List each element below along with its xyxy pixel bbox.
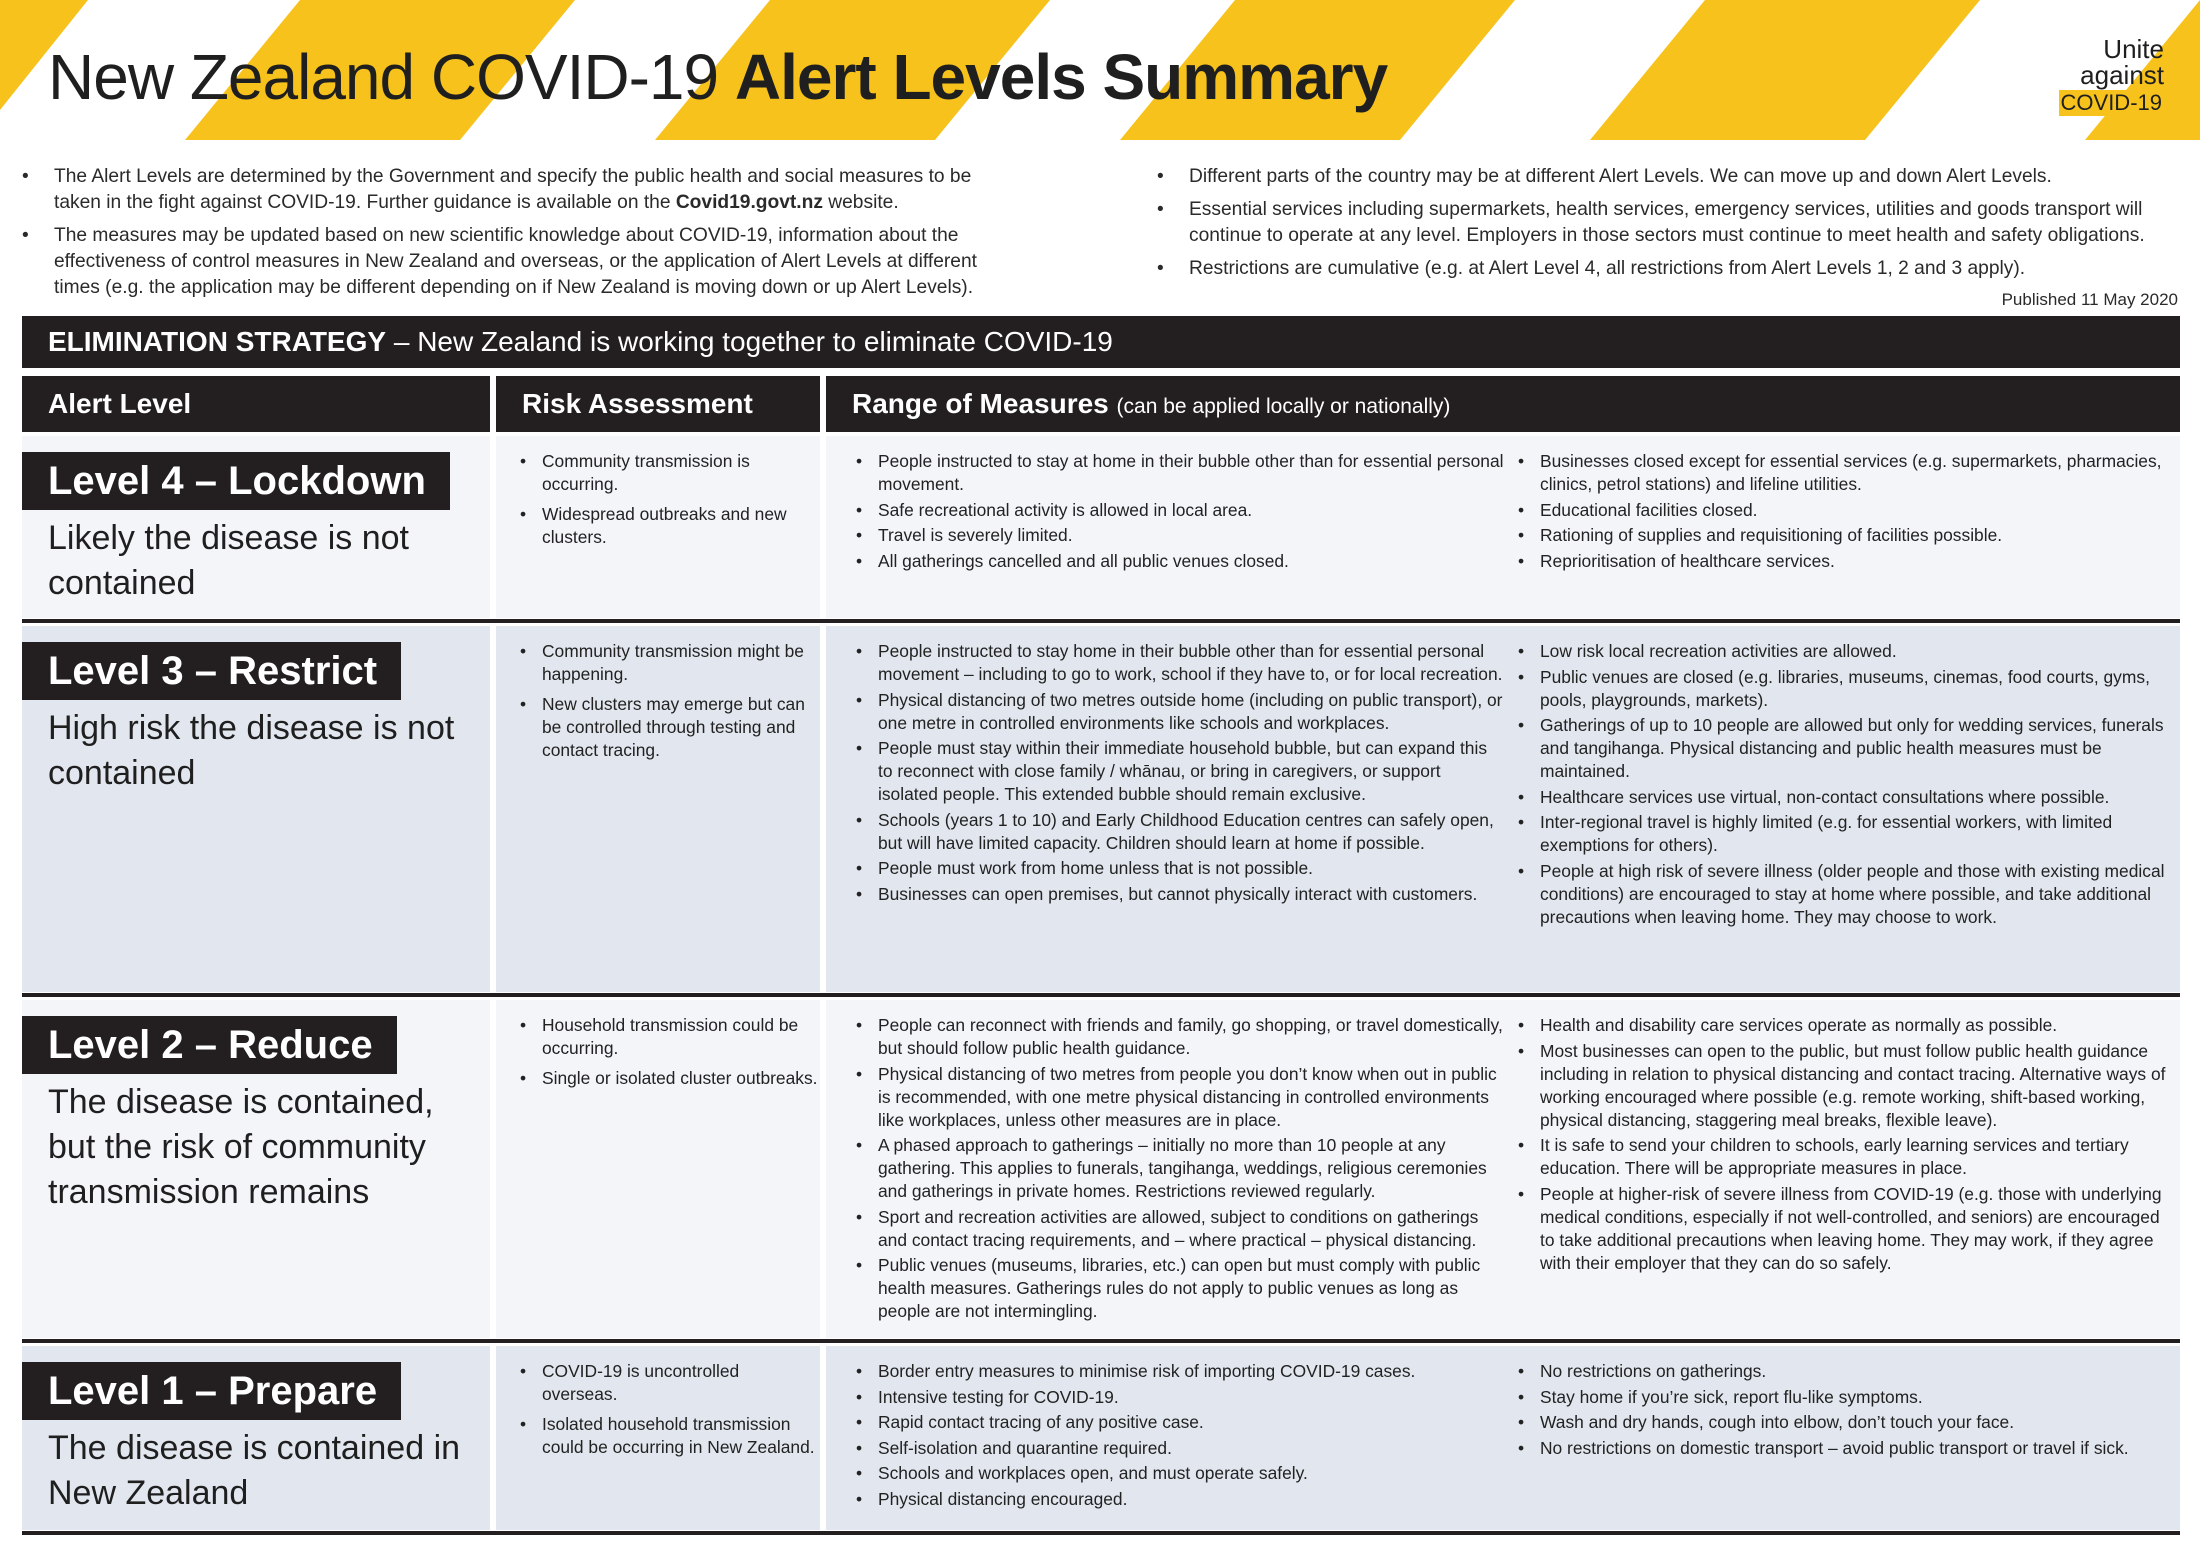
level-description: The disease is contained, but the risk of community transmission remains	[48, 1083, 434, 1211]
intro-right-item: • Essential services including supermarkets, health services, emergency services, utilities and goods transport will continue to operate at any level. Employers in those sectors must continue to meet health and safety obligations.	[1155, 197, 2185, 249]
list-item: • People instructed to stay at home in their bubble other than for essential personal movement.	[854, 450, 1504, 496]
list-item: • Travel is severely limited.	[854, 524, 1504, 547]
intro-left	[20, 164, 1020, 308]
strategy-bold: ELIMINATION STRATEGY	[48, 326, 387, 357]
list-item: • People can reconnect with friends and family, go shopping, or travel domestically, but should follow public health guidance.	[854, 1014, 1504, 1060]
level-title: Level 3 – Restrict	[22, 642, 401, 700]
strategy-banner	[22, 316, 2180, 368]
risk-list	[518, 1360, 818, 1466]
list-item: • People must stay within their immediate household bubble, but can expand this to reconnect with close family / whānau, or bring in caregivers, or support isolated people. This extended bubble should remain exclusive.	[854, 737, 1504, 806]
measures-list-2	[1516, 1360, 2176, 1462]
level-description: High risk the disease is not contained	[48, 709, 455, 792]
list-item: • Physical distancing encouraged.	[854, 1488, 1504, 1511]
list-item: • Sport and recreation activities are allowed, subject to conditions on gatherings and contact tracing requirements, and – where practical – physical distancing.	[854, 1206, 1504, 1252]
list-item: • Rationing of supplies and requisitioning of facilities possible.	[1516, 524, 2176, 547]
intro-right-item: • Different parts of the country may be at different Alert Levels. We can move up and down Alert Levels.	[1155, 164, 2185, 190]
intro-right	[1155, 164, 2185, 289]
list-item: • It is safe to send your children to schools, early learning services and tertiary education. There will be appropriate measures in place.	[1516, 1134, 2176, 1180]
list-item: • Public venues are closed (e.g. libraries, museums, cinemas, food courts, gyms, pools, playgrounds, markets).	[1516, 666, 2176, 712]
list-item: • Wash and dry hands, cough into elbow, don’t touch your face.	[1516, 1411, 2176, 1434]
list-item: • Physical distancing of two metres from people you don’t know when out in public is recommended, with one metre physical distancing in controlled environments like workplaces, unless other measures are in place.	[854, 1063, 1504, 1132]
list-item: • COVID-19 is uncontrolled overseas.	[518, 1360, 818, 1406]
intro-right-item: • Restrictions are cumulative (e.g. at Alert Level 4, all restrictions from Alert Levels 1, 2 and 3 apply).	[1155, 256, 2185, 282]
list-item: • Inter-regional travel is highly limited (e.g. for essential workers, with limited exemptions for others).	[1516, 811, 2176, 857]
level-title: Level 4 – Lockdown	[22, 452, 450, 510]
column-header-measures-note: (can be applied locally or nationally)	[1116, 395, 1451, 418]
list-item: • Businesses closed except for essential services (e.g. supermarkets, pharmacies, clinics, petrol stations) and lifeline utilities.	[1516, 450, 2176, 496]
list-item: • People must work from home unless that is not possible.	[854, 857, 1504, 880]
row-divider	[22, 619, 2180, 623]
list-item: • Gatherings of up to 10 people are allowed but only for wedding services, funerals and tangihanga. Physical distancing and public health measures must be maintained.	[1516, 714, 2176, 783]
level-title: Level 1 – Prepare	[22, 1362, 401, 1420]
list-item: • Single or isolated cluster outbreaks.	[518, 1067, 818, 1090]
level-description: The disease is contained in New Zealand	[48, 1429, 461, 1512]
level-title: Level 2 – Reduce	[22, 1016, 397, 1074]
list-item: • Physical distancing of two metres outside home (including on public transport), or one metre in controlled environments like schools and workplaces.	[854, 689, 1504, 735]
measures-list-1	[854, 640, 1504, 908]
list-item: • No restrictions on gatherings.	[1516, 1360, 2176, 1383]
list-item: • Public venues (museums, libraries, etc.) can open but must comply with public health measures. Gatherings rules do not apply to public venues as long as people are not intermingling.	[854, 1254, 1504, 1323]
list-item: • Household transmission could be occurring.	[518, 1014, 818, 1060]
list-item: • Community transmission might be happening.	[518, 640, 818, 686]
logo-line-1: Unite	[2103, 34, 2164, 64]
list-item: • Businesses can open premises, but cannot physically interact with customers.	[854, 883, 1504, 906]
level-1-row	[22, 1346, 2180, 1530]
row-divider	[22, 1531, 2180, 1535]
list-item: • Self-isolation and quarantine required.	[854, 1437, 1504, 1460]
list-item: • Low risk local recreation activities are allowed.	[1516, 640, 2176, 663]
title-regular: New Zealand COVID-19	[48, 41, 719, 113]
list-item: • Stay home if you’re sick, report flu-like symptoms.	[1516, 1386, 2176, 1409]
list-item: • People instructed to stay home in their bubble other than for essential personal movement – including to go to work, school if they have to, or for local recreation.	[854, 640, 1504, 686]
level-2-row	[22, 1000, 2180, 1338]
strategy-text: – New Zealand is working together to eliminate COVID-19	[386, 326, 1113, 357]
level-description: Likely the disease is not contained	[48, 519, 409, 602]
list-item: • No restrictions on domestic transport – avoid public transport or travel if sick.	[1516, 1437, 2176, 1460]
level-3-row	[22, 626, 2180, 992]
level-4-row	[22, 436, 2180, 618]
unite-against-covid-logo	[2059, 36, 2164, 116]
risk-list	[518, 450, 818, 556]
published-date: Published 11 May 2020	[2001, 290, 2178, 309]
page-title	[48, 40, 1387, 114]
risk-list	[518, 1014, 818, 1097]
risk-list	[518, 640, 818, 769]
row-divider	[22, 1339, 2180, 1343]
list-item: • New clusters may emerge but can be controlled through testing and contact tracing.	[518, 693, 818, 762]
list-item: • People at higher-risk of severe illness from COVID-19 (e.g. those with underlying medical conditions, especially if not well-controlled, and seniors) are encouraged to take additional precautions when leaving home. They may work, if they agree with their employer that they can do so safely.	[1516, 1183, 2176, 1275]
list-item: • People at high risk of severe illness (older people and those with existing medical conditions) are encouraged to stay at home where possible, and take additional precautions when leaving home. They may choose to work.	[1516, 860, 2176, 929]
measures-list-1	[854, 1014, 1504, 1326]
list-item: • Most businesses can open to the public, but must follow public health guidance including in relation to physical distancing and contact tracing. Alternative ways of working encouraged where possible (e.g. remote working, shift-based working, physical distancing, staggering meal breaks, flexible leave).	[1516, 1040, 2176, 1132]
list-item: • Widespread outbreaks and new clusters.	[518, 503, 818, 549]
list-item: • Border entry measures to minimise risk of importing COVID-19 cases.	[854, 1360, 1504, 1383]
list-item: • Intensive testing for COVID-19.	[854, 1386, 1504, 1409]
title-bold: Alert Levels Summary	[734, 41, 1388, 113]
intro-left-item: • The Alert Levels are determined by the Government and specify the public health and social measures to be taken in the fight against COVID-19. Further guidance is available on the Covid19.govt.nz website.	[20, 164, 1020, 216]
column-header-risk-assessment: Risk Assessment	[496, 376, 820, 432]
measures-list-1	[854, 1360, 1504, 1513]
logo-line-3: COVID-19	[2060, 90, 2162, 115]
list-item: • Healthcare services use virtual, non-contact consultations where possible.	[1516, 786, 2176, 809]
logo-line-2: against	[2080, 60, 2164, 90]
list-item: • Rapid contact tracing of any positive case.	[854, 1411, 1504, 1434]
list-item: • Schools (years 1 to 10) and Early Childhood Education centres can safely open, but will have limited capacity. Children should learn at home if possible.	[854, 809, 1504, 855]
measures-list-2	[1516, 1014, 2176, 1277]
column-header-alert-level: Alert Level	[22, 376, 490, 432]
list-item: • Schools and workplaces open, and must operate safely.	[854, 1462, 1504, 1485]
list-item: • Educational facilities closed.	[1516, 499, 2176, 522]
list-item: • All gatherings cancelled and all public venues closed.	[854, 550, 1504, 573]
row-divider	[22, 993, 2180, 997]
measures-list-2	[1516, 640, 2176, 931]
list-item: • A phased approach to gatherings – initially no more than 10 people at any gathering. This applies to funerals, tangihanga, weddings, religious ceremonies and gatherings in private homes. Restrictions reviewed regularly.	[854, 1134, 1504, 1203]
list-item: • Safe recreational activity is allowed in local area.	[854, 499, 1504, 522]
list-item: • Isolated household transmission could be occurring in New Zealand.	[518, 1413, 818, 1459]
measures-list-2	[1516, 450, 2176, 575]
list-item: • Reprioritisation of healthcare services.	[1516, 550, 2176, 573]
column-header-range-of-measures: Range of Measures (can be applied locally or nationally)	[826, 376, 2180, 432]
list-item: • Community transmission is occurring.	[518, 450, 818, 496]
list-item: • Health and disability care services operate as normally as possible.	[1516, 1014, 2176, 1037]
measures-list-1	[854, 450, 1504, 575]
intro-left-item: • The measures may be updated based on new scientific knowledge about COVID-19, information about the effectiveness of control measures in New Zealand and overseas, or the application of Alert Levels at different times (e.g. the application may be different depending on if New Zealand is moving down or up Alert Levels).	[20, 223, 1020, 301]
